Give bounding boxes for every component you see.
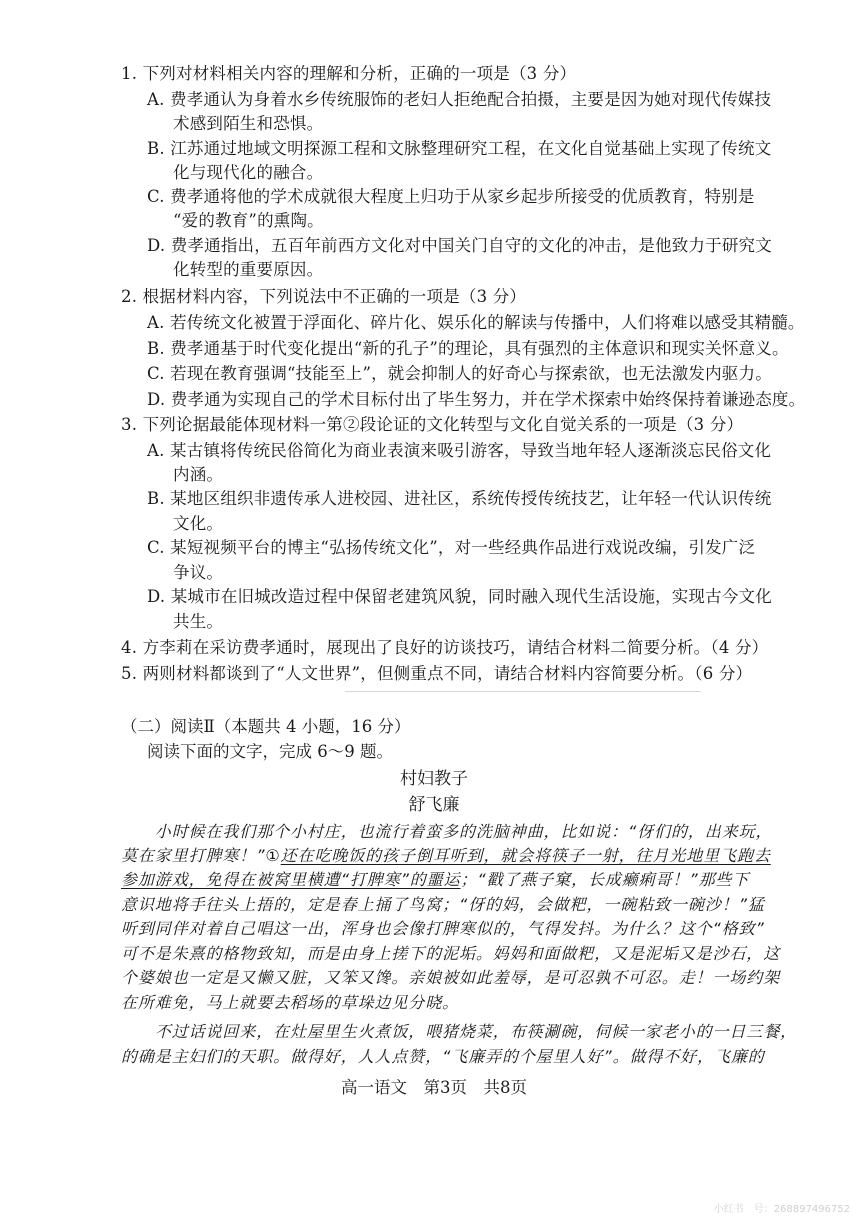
article-line xyxy=(121,1021,797,1043)
underlined-text: 还在吃晚饭的孩子倒耳听到，就会将筷子一射，往月光地里飞跑去 xyxy=(280,846,771,865)
divider-line xyxy=(345,691,701,692)
question-option: B. 江苏通过地域文明探源工程和文脉整理研究工程，在文化自觉基础上实现了传统文 xyxy=(147,139,772,158)
question-option: C. 费孝通将他的学术成就很大程度上归功于从家乡起步所接受的优质教育，特别是 xyxy=(147,187,755,206)
question-option: D. 费孝通指出，五百年前西方文化对中国关门自守的文化的冲击，是他致力于研究文 xyxy=(147,236,772,255)
text-span: 个婆娘也一定是又懒又脏，又笨又馋。亲娘被如此羞辱，是可忍孰不可忍。走！一场约架 xyxy=(121,968,781,987)
article-line xyxy=(121,1046,765,1068)
page-footer: 高一语文 第3页 共8页 xyxy=(341,1078,527,1097)
text-span: ；“戳了燕子窠，长成癞痢哥！”那些下 xyxy=(460,870,750,889)
underlined-text: 参加游戏，免得在被窝里横遭“打脾寒”的噩运 xyxy=(121,870,461,889)
question-option: C. 某短视频平台的博主“弘扬传统文化”，对一些经典作品进行戏说改编，引发广泛 xyxy=(147,538,756,557)
section-heading: （二）阅读Ⅱ（本题共 4 小题，16 分） xyxy=(121,717,411,736)
question-option: B. 某地区组织非遗传承人进校园、进社区，系统传授传统技艺，让年轻一代认识传统 xyxy=(147,489,772,508)
article-author: 舒飞廉 xyxy=(408,795,460,815)
question-option: A. 费孝通认为身着水乡传统服饰的老妇人拒绝配合拍摄，主要是因为她对现代传媒技 xyxy=(147,90,772,109)
article-line xyxy=(121,992,459,1014)
question-option: 共生。 xyxy=(173,612,224,631)
article-line xyxy=(121,821,772,843)
section-instruction: 阅读下面的文字，完成 6～9 题。 xyxy=(147,742,393,761)
article-line xyxy=(121,918,765,940)
article-line xyxy=(121,967,780,989)
question-stem: 5. 两则材料都谈到了“人文世界”，但侧重点不同，请结合材料内容简要分析。（6 分） xyxy=(121,664,753,683)
question-option: 文化。 xyxy=(173,514,224,533)
text-span: 意识地将手往头上捂的，定是春上捅了鸟窝；“伢的妈，会做粑，一碗粘致一碗沙！”猛 xyxy=(121,895,765,914)
question-option: 化转型的重要原因。 xyxy=(173,260,324,279)
question-option: 化与现代化的融合。 xyxy=(173,163,324,182)
question-option: 术感到陌生和恐惧。 xyxy=(173,114,324,133)
text-span: 小时候在我们那个小村庄，也流行着蛮多的洗脑神曲，比如说：“伢们的，出来玩， xyxy=(121,822,773,841)
question-option: “爱的教育”的熏陶。 xyxy=(173,211,324,230)
question-option: B. 费孝通基于时代变化提出“新的孔子”的理论，具有强烈的主体意识和现实关怀意义。 xyxy=(147,339,789,358)
article-title: 村妇教子 xyxy=(400,769,468,789)
question-option: D. 费孝通为实现自己的学术目标付出了毕生努力，并在学术探索中始终保持着谦逊态度。 xyxy=(147,390,806,409)
text-span: 在所难免，马上就要去稻场的草垛边见分晓。 xyxy=(121,993,460,1012)
article-line xyxy=(121,845,771,867)
question-stem: 1. 下列对材料相关内容的理解和分析，正确的一项是（3 分） xyxy=(121,64,577,83)
question-option: A. 某古镇将传统民俗简化为商业表演来吸引游客，导致当地年轻人逐渐淡忘民俗文化 xyxy=(147,441,772,460)
question-option: D. 某城市在旧城改造过程中保留老建筑风貌，同时融入现代生活设施，实现古今文化 xyxy=(147,587,772,606)
text-span: 莫在家里打脾寒！”① xyxy=(121,846,281,865)
text-span: 听到同伴对着自己唱这一出，浑身也会像打脾寒似的，气得发抖。为什么？这个“格致” xyxy=(121,919,765,938)
question-option: C. 若现在教育强调“技能至上”，就会抑制人的好奇心与探索欲，也无法激发内驱力。 xyxy=(147,364,772,383)
text-span: 的确是主妇们的天职。做得好，人人点赞，“飞廉弄的个屋里人好”。做得不好，飞廉的 xyxy=(121,1047,765,1066)
text-span: 可不是朱熹的格物致知，而是由身上搓下的泥垢。妈妈和面做粑，又是泥垢又是沙石，这 xyxy=(121,944,781,963)
text-span: 不过话说回来，在灶屋里生火煮饭，喂猪烧菜，布筷涮碗，伺候一家老小的一日三餐， xyxy=(121,1022,798,1041)
question-option: A. 若传统文化被置于浮面化、碎片化、娱乐化的解读与传播中，人们将难以感受其精髓。 xyxy=(147,313,805,332)
watermark: 小红书 号：268897496752 xyxy=(713,1204,850,1215)
article-line xyxy=(121,943,780,965)
question-stem: 3. 下列论据最能体现材料一第②段论证的文化转型与文化自觉关系的一项是（3 分） xyxy=(121,415,744,434)
article-line xyxy=(121,869,749,891)
question-option: 争议。 xyxy=(173,563,224,582)
question-stem: 2. 根据材料内容，下列说法中不正确的一项是（3 分） xyxy=(121,287,527,306)
question-stem: 4. 方李莉在采访费孝通时，展现出了良好的访谈技巧，请结合材料二简要分析。（4 分） xyxy=(121,638,769,657)
article-line xyxy=(121,894,765,916)
question-option: 内涵。 xyxy=(173,465,224,484)
